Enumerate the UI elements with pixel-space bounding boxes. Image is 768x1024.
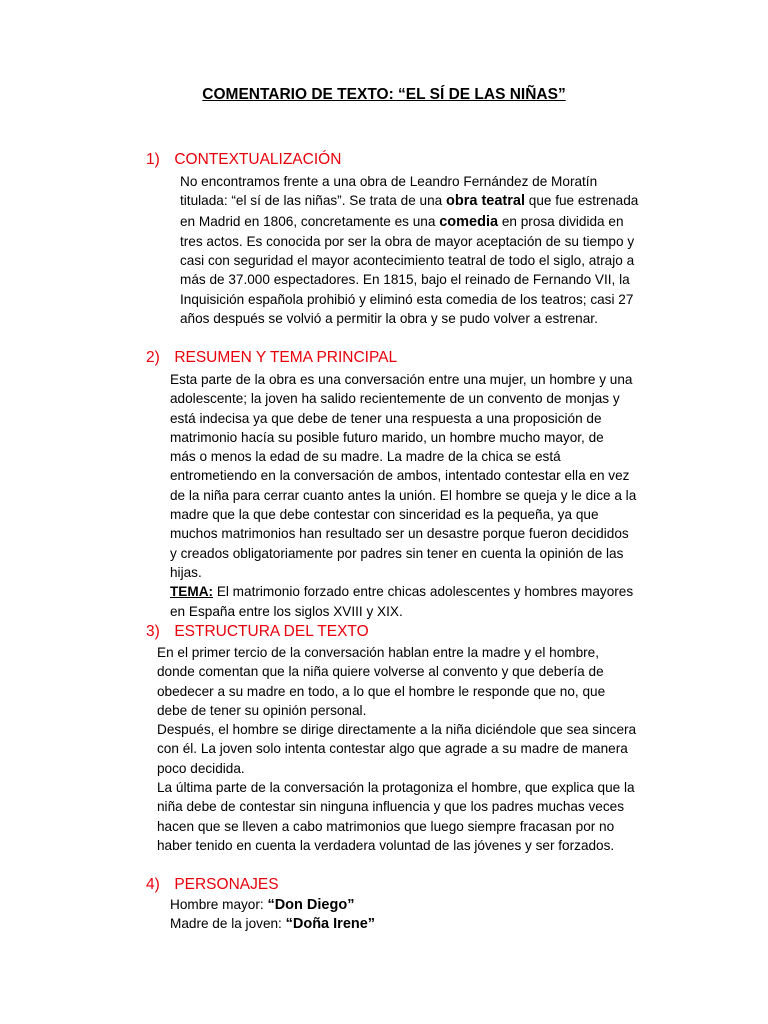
section-body-contextualizacion [180, 172, 638, 328]
document-title: COMENTARIO DE TEXTO: “EL SÍ DE LAS NIÑAS” [202, 86, 566, 103]
text-line: más o menos la edad de su madre. La madre de la chica se está [170, 449, 561, 465]
highlight-obra-teatral: obra teatral [446, 193, 525, 210]
section-title: PERSONAJES [174, 876, 279, 893]
section-number: 3) [146, 623, 160, 640]
text-line [180, 212, 638, 232]
text-line: en España entre los siglos XVIII y XIX. [170, 603, 403, 619]
text-line: adolescente; la joven ha salido recientemente de un convento de monjas y [170, 391, 620, 407]
section-number: 2) [146, 349, 160, 366]
section-body-resumen [170, 370, 636, 621]
section-body-estructura [157, 643, 636, 855]
text-run: que fue estrenada [524, 193, 639, 209]
section-heading-resumen [146, 349, 397, 367]
text-line: y creados obligatoriamente por padres sin tener en cuenta la opinión de las [170, 545, 624, 561]
section-title: RESUMEN Y TEMA PRINCIPAL [174, 349, 398, 366]
text-run: en prosa dividida en [498, 213, 624, 229]
text-line: Esta parte de la obra es una conversación entre una mujer, un hombre y una [170, 372, 633, 387]
text-line: entrometiendo en la conversación de ambos, intentado contestar ella en vez [170, 468, 630, 484]
text-line: hacen que se lleven a cabo matrimonios que luego siempre fracasan por no [157, 818, 615, 834]
text-line: poco decidida. [157, 760, 245, 776]
text-line: haber tenido en cuenta la verdadera voluntad de las jóvenes y ser forzados. [157, 837, 615, 853]
text-line: obedecer a su madre en todo, a lo que el hombre le responde que no, que [157, 683, 606, 699]
section-title: ESTRUCTURA DEL TEXTO [174, 623, 369, 640]
text-line: años después se volvió a permitir la obra y se pudo volver a estrenar. [180, 311, 598, 327]
text-line: En el primer tercio de la conversación hablan entre la madre y el hombre, [157, 645, 600, 660]
section-heading-estructura [146, 623, 369, 641]
text-line: tres actos. Es conocida por ser la obra de mayor aceptación de su tiempo y [180, 233, 635, 249]
text-line [180, 191, 638, 211]
text-line: de la niña para cerrar cuanto antes la unión. El hombre se queja y le dice a la [170, 487, 637, 503]
tema-line [170, 582, 636, 601]
text-line: hijas. [170, 564, 202, 580]
text-line: madre que la que debe contestar con sinceridad es la pequeña, ya que [170, 507, 599, 523]
character-name: “Don Diego” [267, 897, 355, 913]
text-run: titulada: “el sí de las niñas”. Se trata de una [180, 193, 446, 209]
section-number: 4) [146, 876, 160, 893]
character-role: Hombre mayor: [170, 897, 268, 912]
text-line: debe de tener su opinión personal. [157, 702, 367, 718]
text-line: casi con seguridad el mayor acontecimiento teatral de todo el siglo, atrajo a [180, 253, 635, 269]
section-heading-personajes [146, 876, 279, 894]
text-line: con él. La joven solo intenta contestar algo que agrade a su madre de manera [157, 741, 628, 757]
text-run: en Madrid en 1806, concretamente es una [180, 213, 440, 229]
section-title: CONTEXTUALIZACIÓN [174, 151, 342, 168]
character-line-don-diego [170, 897, 354, 913]
section-heading-contextualizacion [146, 151, 341, 169]
text-line: matrimonio hacía su posible futuro marido, un hombre mucho mayor, de [170, 429, 604, 445]
tema-label: TEMA: [170, 584, 214, 600]
section-number: 1) [146, 151, 160, 168]
highlight-comedia: comedia [439, 213, 499, 230]
text-line: niña debe de contestar sin ninguna influencia y que los padres muchas veces [157, 799, 625, 815]
text-line: está indecisa ya que debe de tener una respuesta a una proposición de [170, 410, 602, 426]
text-line: Después, el hombre se dirige directamente a la niña diciéndole que sea sincera [157, 722, 637, 738]
text-run: El matrimonio forzado entre chicas adolescentes y hombres mayores [213, 584, 634, 600]
text-line: más de 37.000 espectadores. En 1815, bajo el reinado de Fernando VII, la [180, 272, 630, 288]
text-line: No encontramos frente a una obra de Leandro Fernández de Moratín [180, 174, 598, 189]
text-line: muchos matrimonios han resultado ser un desastre porque fueron decididos [170, 526, 629, 542]
text-line: La última parte de la conversación la protagoniza el hombre, que explica que la [157, 780, 635, 796]
character-line-dona-irene [170, 916, 375, 932]
text-line: Inquisición española prohibió y eliminó esta comedia de los teatros; casi 27 [180, 291, 634, 307]
text-line: donde comentan que la niña quiere volverse al convento y que debería de [157, 664, 604, 680]
character-role: Madre de la joven: [170, 916, 286, 931]
character-name: “Doña Irene” [285, 916, 376, 932]
